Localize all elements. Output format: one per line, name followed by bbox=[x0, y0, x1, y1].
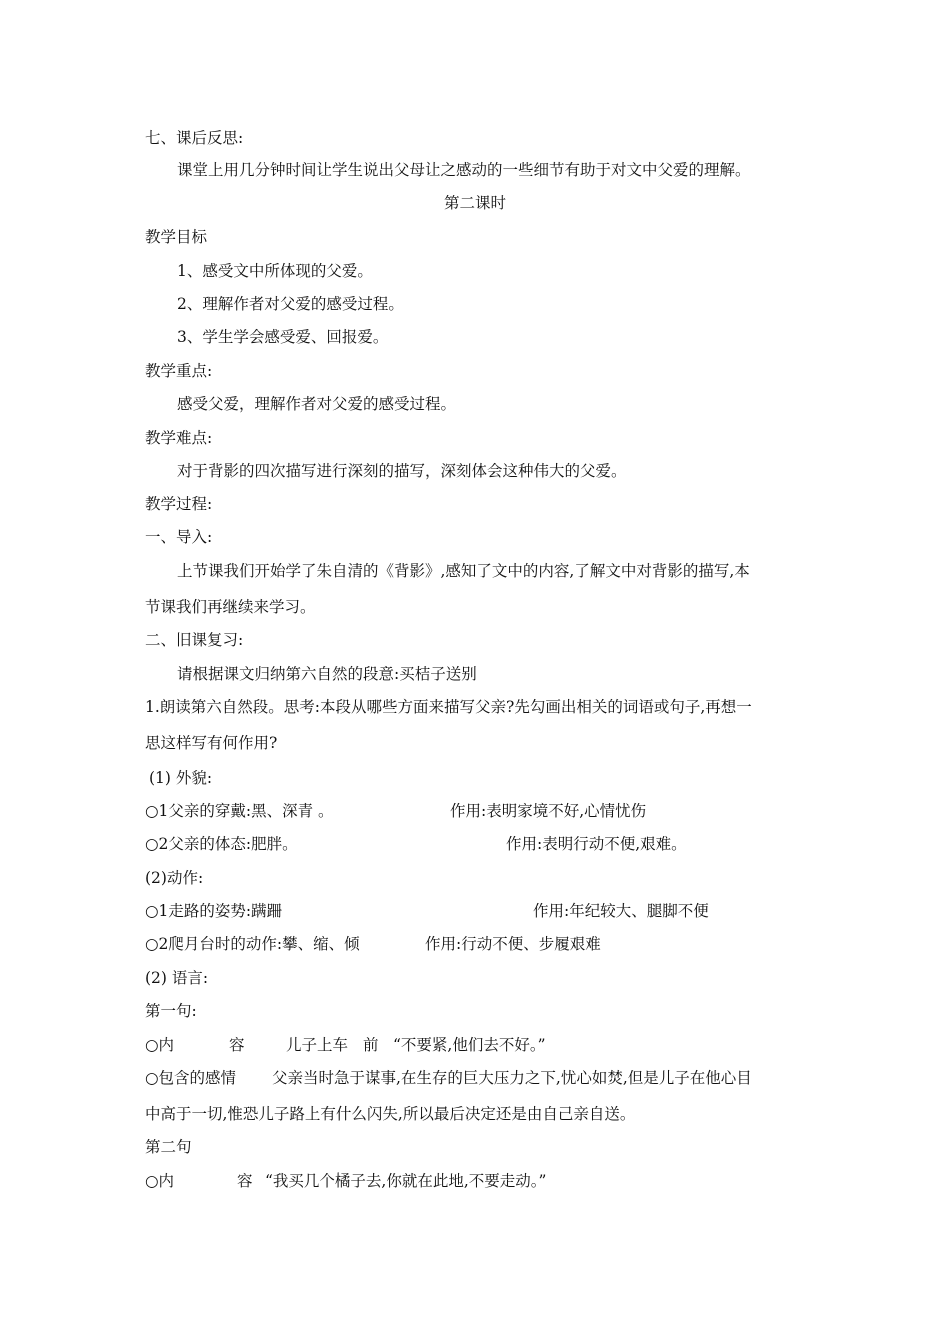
difficulties-text: 对于背影的四次描写进行深刻的描写，深刻体会这种伟大的父爱。 bbox=[177, 462, 627, 480]
row-effect: 作用:行动不便、步履艰难 bbox=[425, 935, 601, 953]
heading-review: 二、旧课复习: bbox=[145, 631, 244, 649]
review-text: 请根据课文归纳第六自然的段意:买桔子送别 bbox=[177, 665, 477, 683]
objective-item: 3、学生学会感受爱、回报爱。 bbox=[177, 328, 389, 346]
reflection-text: 课堂上用几分钟时间让学生说出父母让之感动的一些细节有助于对文中父爱的理解。 bbox=[177, 161, 751, 179]
row-label: ○2爬月台时的动作:攀、缩、倾 bbox=[145, 935, 360, 953]
second-sentence-label: 第二句 bbox=[145, 1138, 192, 1156]
section-heading-reflection: 七、课后反思: bbox=[145, 129, 244, 147]
key-points-text: 感受父爱，理解作者对父爱的感受过程。 bbox=[177, 395, 457, 413]
intro-text-cont: 节课我们再继续来学习。 bbox=[145, 598, 316, 616]
heading-objectives: 教学目标 bbox=[145, 228, 208, 246]
first-sentence-label: 第一句: bbox=[145, 1002, 197, 1020]
heading-intro: 一、导入: bbox=[145, 528, 213, 546]
first-sentence-feeling-cont: 中高于一切,惟恐儿子路上有什么闪失,所以最后决定还是由自己亲自送。 bbox=[145, 1105, 636, 1123]
subheading-actions: (2)动作: bbox=[145, 869, 204, 887]
row-effect: 作用:年纪较大、腿脚不便 bbox=[533, 902, 709, 920]
subheading-speech: (2) 语言: bbox=[145, 969, 209, 987]
subheading-appearance: (1) 外貌: bbox=[149, 769, 213, 787]
row-label: ○1走路的姿势:蹒跚 bbox=[145, 902, 283, 920]
row-effect: 作用:表明行动不便,艰难。 bbox=[506, 835, 687, 853]
heading-process: 教学过程: bbox=[145, 495, 213, 513]
row-effect: 作用:表明家境不好,心情忧伤 bbox=[450, 802, 647, 820]
objective-item: 2、理解作者对父爱的感受过程。 bbox=[177, 295, 404, 313]
row-label: ○2父亲的体态:肥胖。 bbox=[145, 835, 298, 853]
question-text: 1.朗读第六自然段。思考:本段从哪些方面来描写父亲?先勾画出相关的词语或句子,再想一 bbox=[145, 698, 752, 716]
heading-difficulties: 教学难点: bbox=[145, 429, 213, 447]
document-page: 七、课后反思: 课堂上用几分钟时间让学生说出父母让之感动的一些细节有助于对文中父爱的理解。 第二课时 教学目标 1、感受文中所体现的父爱。 2、理解作者对父爱的感受过程。 3、学生学会感受爱、回报爱。 教学重点: 感受父爱，理解作者对父爱的感受过程。 教学难点: 对于背影的四次描写进行深刻的描写，深刻体会这种伟大的父爱。 教学过程: 一、导入: 上节课我们开始学了朱自清的《背影》,感知了文中的内容,了解文中对背影的描写,本 节课我们再继续来学习。 二、旧课复习: 请根据课文归纳第六自然的段意:买桔子送别 1.朗读第六自然段。思考:本段从哪些方面来描写父亲?先勾画出相关的词语或句子,再想一 思这样写有何作用? (1) 外貌: ○1父亲的穿戴:黑、深青 。 作用:表明家境不好,心情忧伤 ○2父亲的体态:肥胖。 作用:表明行动不便,艰难。 (2)动作: ○1走路的姿势:蹒跚 作用:年纪较大、腿脚不便 ○2爬月台时的动作:攀、缩、倾 作用:行动不便、步履艰难 (2) 语言: 第一句: ○内 容 儿子上车 前 “不要紧,他们去不好。” ○包含的感情 父亲当时急于谋事,在生存的巨大压力之下,忧心如焚,但是儿子在他心目 中高于一切,惟恐儿子路上有什么闪失,所以最后决定还是由自己亲自送。 第二句 ○内 容 “我买几个橘子去,你就在此地,不要走动。” bbox=[0, 0, 950, 1344]
heading-key-points: 教学重点: bbox=[145, 362, 213, 380]
objective-item: 1、感受文中所体现的父爱。 bbox=[177, 262, 373, 280]
row-label: ○1父亲的穿戴:黑、深青 。 bbox=[145, 802, 334, 820]
question-text-cont: 思这样写有何作用? bbox=[145, 734, 278, 752]
lesson-title: 第二课时 bbox=[443, 194, 506, 212]
intro-text: 上节课我们开始学了朱自清的《背影》,感知了文中的内容,了解文中对背影的描写,本 bbox=[177, 562, 750, 580]
